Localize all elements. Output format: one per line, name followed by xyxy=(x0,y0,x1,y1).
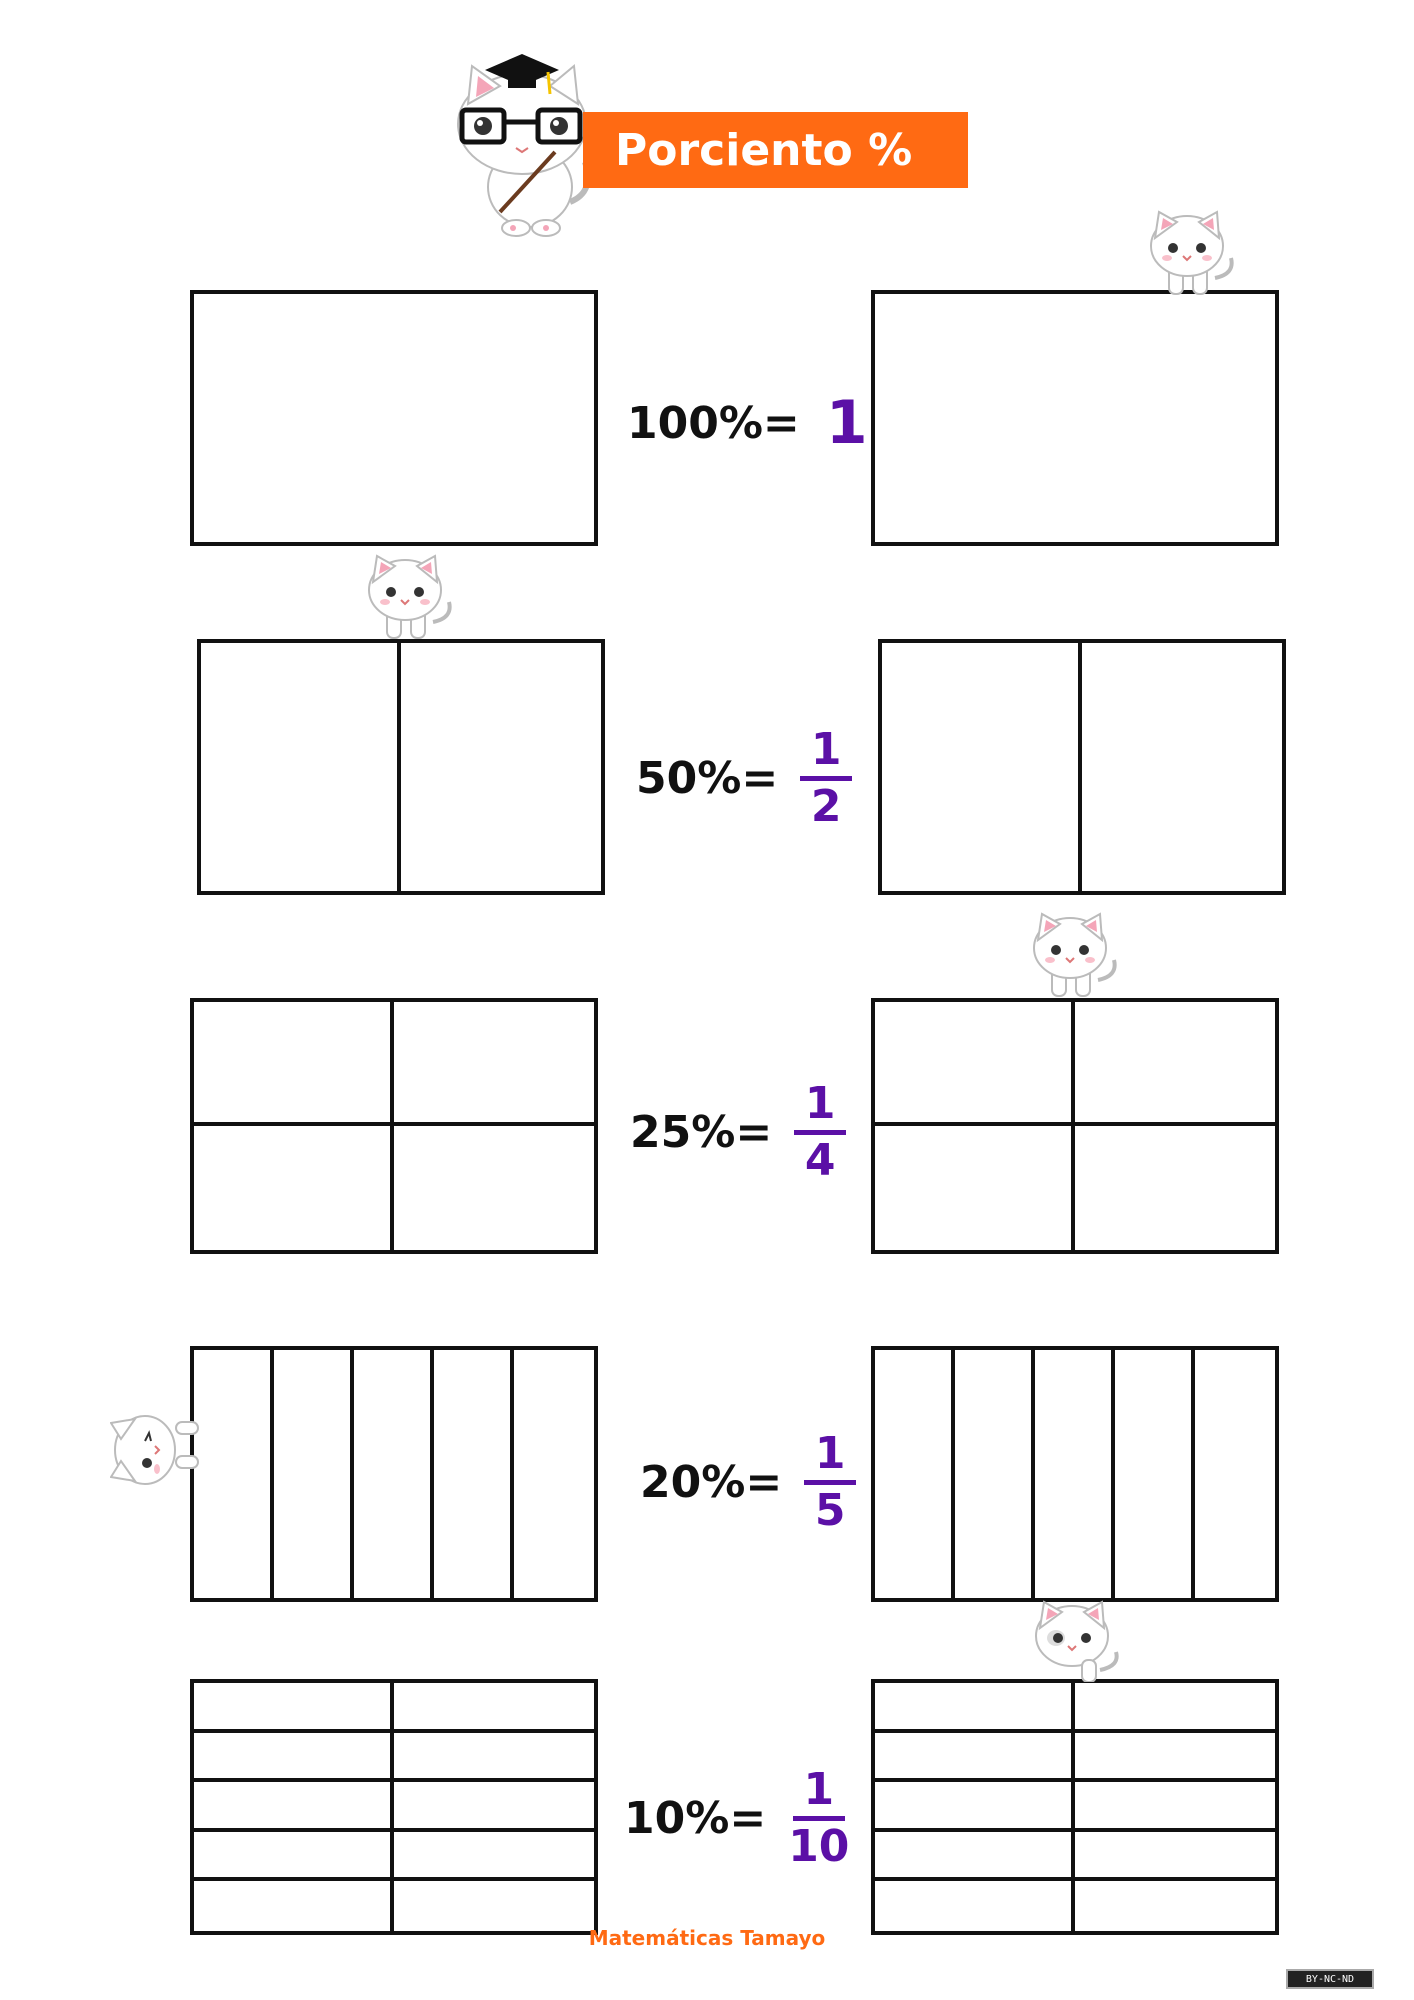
denominator: 10 xyxy=(788,1821,850,1872)
cat-icon xyxy=(1030,1596,1120,1682)
denominator: 5 xyxy=(814,1485,846,1536)
equation-50 xyxy=(636,724,852,832)
equation-20 xyxy=(640,1428,856,1536)
numerator: 1 xyxy=(803,1764,835,1815)
fraction xyxy=(800,724,852,832)
model-left-100 xyxy=(190,290,598,546)
whole-value: 1 xyxy=(825,388,868,458)
cat-icon xyxy=(110,1400,200,1500)
model-right-50 xyxy=(878,639,1286,895)
model-right-25 xyxy=(871,998,1279,1254)
model-left-25 xyxy=(190,998,598,1254)
teacher-cat-icon xyxy=(450,52,595,237)
numerator: 1 xyxy=(804,1078,836,1129)
footer-credit: Matemáticas Tamayo xyxy=(588,1926,826,1950)
equation-100 xyxy=(627,388,868,458)
percent-label: 100%= xyxy=(627,397,800,449)
denominator: 2 xyxy=(810,781,842,832)
percent-label: 10%= xyxy=(624,1793,767,1844)
fraction xyxy=(788,1764,850,1872)
cat-icon xyxy=(363,552,453,642)
cat-icon xyxy=(1028,910,1118,1000)
model-right-10 xyxy=(871,1679,1279,1935)
model-right-100 xyxy=(871,290,1279,546)
denominator: 4 xyxy=(804,1135,836,1186)
percent-label: 25%= xyxy=(630,1107,773,1158)
percent-label: 50%= xyxy=(636,753,779,804)
equation-10 xyxy=(624,1764,850,1872)
cat-icon xyxy=(1145,208,1235,298)
page-title: Porciento % xyxy=(583,112,968,188)
model-right-20 xyxy=(871,1346,1279,1602)
fraction xyxy=(804,1428,856,1536)
equation-25 xyxy=(630,1078,846,1186)
model-left-20 xyxy=(190,1346,598,1602)
numerator: 1 xyxy=(814,1428,846,1479)
percent-label: 20%= xyxy=(640,1457,783,1508)
fraction xyxy=(794,1078,846,1186)
model-left-50 xyxy=(197,639,605,895)
model-left-10 xyxy=(190,1679,598,1935)
license-badge: BY-NC-ND xyxy=(1286,1969,1374,1989)
numerator: 1 xyxy=(810,724,842,775)
